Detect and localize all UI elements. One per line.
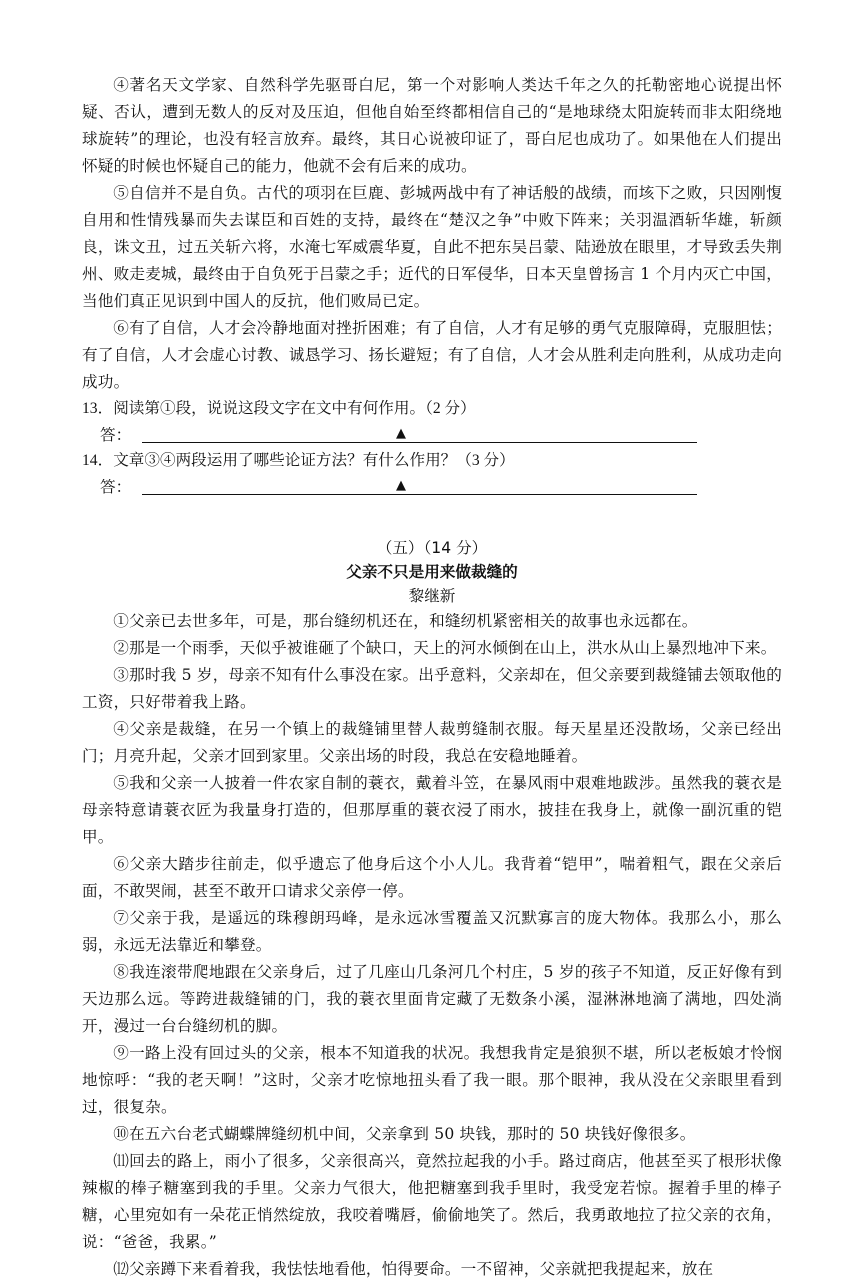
triangle-marker-icon: ▲ xyxy=(396,478,406,493)
paragraph-5: ⑤自信并不是自负。古代的项羽在巨鹿、彭城两战中有了神话般的战绩，而垓下之败，只因刚愎自用和性情残暴而失去谋臣和百姓的支持，最终在“楚汉之争”中败下阵来；关羽温酒斩华雄，斩颜良，诛文丑，过五关斩六将，水淹七军威震华夏，自此不把东吴吕蒙、陆逊放在眼里，才导致丢失荆州、败走麦城，最终由于自负死于吕蒙之手；近代的日军侵华，日本天皇曾扬言 1 个月内灭亡中国，当他们真正见识到中国人的反抗，他们败局已定。 xyxy=(82,184,782,310)
story-paragraph-4: ④父亲是裁缝，在另一个镇上的裁缝铺里替人裁剪缝制衣服。每天星星还没散场，父亲已经出门；月亮升起，父亲才回到家里。父亲出场的时段，我总在安稳地睡着。 xyxy=(82,720,782,765)
triangle-marker-icon: ▲ xyxy=(396,426,406,441)
story-paragraph-7: ⑦父亲于我，是遥远的珠穆朗玛峰，是永远冰雪覆盖又沉默寡言的庞大物体。我那么小，那么弱，永远无法靠近和攀登。 xyxy=(82,909,782,954)
answer-area-13[interactable] xyxy=(100,422,782,448)
story-paragraph-5: ⑤我和父亲一人披着一件农家自制的蓑衣，戴着斗笠，在暴风雨中艰难地跋涉。虽然我的蓑衣是母亲特意请蓑衣匠为我量身打造的，但那厚重的蓑衣浸了雨水，披挂在我身上，就像一副沉重的铠甲。 xyxy=(82,774,782,846)
story-paragraph-9: ⑨一路上没有回过头的父亲，根本不知道我的状况。我想我肯定是狼狈不堪，所以老板娘才怜悯地惊呼：“我的老天啊！”这时，父亲才吃惊地扭头看了我一眼。那个眼神，我从没在父亲眼里看到过，很复杂。 xyxy=(82,1044,782,1116)
story-paragraph-1: ①父亲已去世多年，可是，那台缝纫机还在，和缝纫机紧密相关的故事也永远都在。 xyxy=(113,612,698,630)
story-paragraph-10: ⑩在五六台老式蝴蝶牌缝纫机中间，父亲拿到 50 块钱，那时的 50 块钱好像很多。 xyxy=(113,1125,696,1143)
story-paragraph-12: ⑿父亲蹲下来看着我，我怯怯地看他，怕得要命。一不留神，父亲就把我提起来，放在 xyxy=(113,1260,714,1278)
answer-line xyxy=(142,494,697,495)
answer-line xyxy=(142,442,697,443)
section-heading: （五）（14 分） xyxy=(376,539,488,557)
question-14: 14．文章③④两段运用了哪些论证方法？有什么作用？（3 分） xyxy=(82,452,515,469)
answer-label: 答： xyxy=(100,478,132,496)
question-13: 13．阅读第①段，说说这段文字在文中有何作用。（2 分） xyxy=(82,400,476,417)
exam-page xyxy=(82,72,782,1283)
story-paragraph-8: ⑧我连滚带爬地跟在父亲身后，过了几座山几条河几个村庄，5 岁的孩子不知道，反正好像有到天边那么远。等跨进裁缝铺的门，我的蓑衣里面肯定藏了无数条小溪，湿淋淋地滴了满地，四处淌开，漫过一台台缝纫机的脚。 xyxy=(82,963,782,1035)
story-paragraph-6: ⑥父亲大踏步往前走，似乎遗忘了他身后这个小人儿。我背着“铠甲”，喘着粗气，跟在父亲后面，不敢哭闹，甚至不敢开口请求父亲停一停。 xyxy=(82,855,782,900)
story-paragraph-2: ②那是一个雨季，天似乎被谁砸了个缺口，天上的河水倾倒在山上，洪水从山上暴烈地冲下来。 xyxy=(113,639,777,657)
article-title: 父亲不只是用来做裁缝的 xyxy=(346,563,518,581)
paragraph-6: ⑥有了自信，人才会冷静地面对挫折困难；有了自信，人才有足够的勇气克服障碍，克服胆怯；有了自信，人才会虚心讨教、诚恳学习、扬长避短；有了自信，人才会从胜利走向胜利，从成功走向成功。 xyxy=(82,319,782,391)
answer-area-14[interactable] xyxy=(100,474,782,500)
paragraph-4: ④著名天文学家、自然科学先驱哥白尼，第一个对影响人类达千年之久的托勒密地心说提出怀疑、否认，遭到无数人的反对及压迫，但他自始至终都相信自己的“是地球绕太阳旋转而非太阳绕地球旋转”的理论，也没有轻言放弃。最终，其日心说被印证了，哥白尼也成功了。如果他在人们提出怀疑的时候也怀疑自己的能力，他就不会有后来的成功。 xyxy=(82,76,782,175)
answer-label: 答： xyxy=(100,426,132,444)
article-author: 黎继新 xyxy=(408,587,456,605)
story-paragraph-11: ⑾回去的路上，雨小了很多，父亲很高兴，竟然拉起我的小手。路过商店，他甚至买了根形状像辣椒的棒子糖塞到我的手里。父亲力气很大，他把糖塞到我手里时，我受宠若惊。握着手里的棒子糖，心里宛如有一朵花正悄然绽放，我咬着嘴唇，偷偷地笑了。然后，我勇敢地拉了拉父亲的衣角，说：“爸爸，我累。” xyxy=(82,1152,782,1251)
story-paragraph-3: ③那时我 5 岁，母亲不知有什么事没在家。出乎意料，父亲却在，但父亲要到裁缝铺去领取他的工资，只好带着我上路。 xyxy=(82,666,782,711)
